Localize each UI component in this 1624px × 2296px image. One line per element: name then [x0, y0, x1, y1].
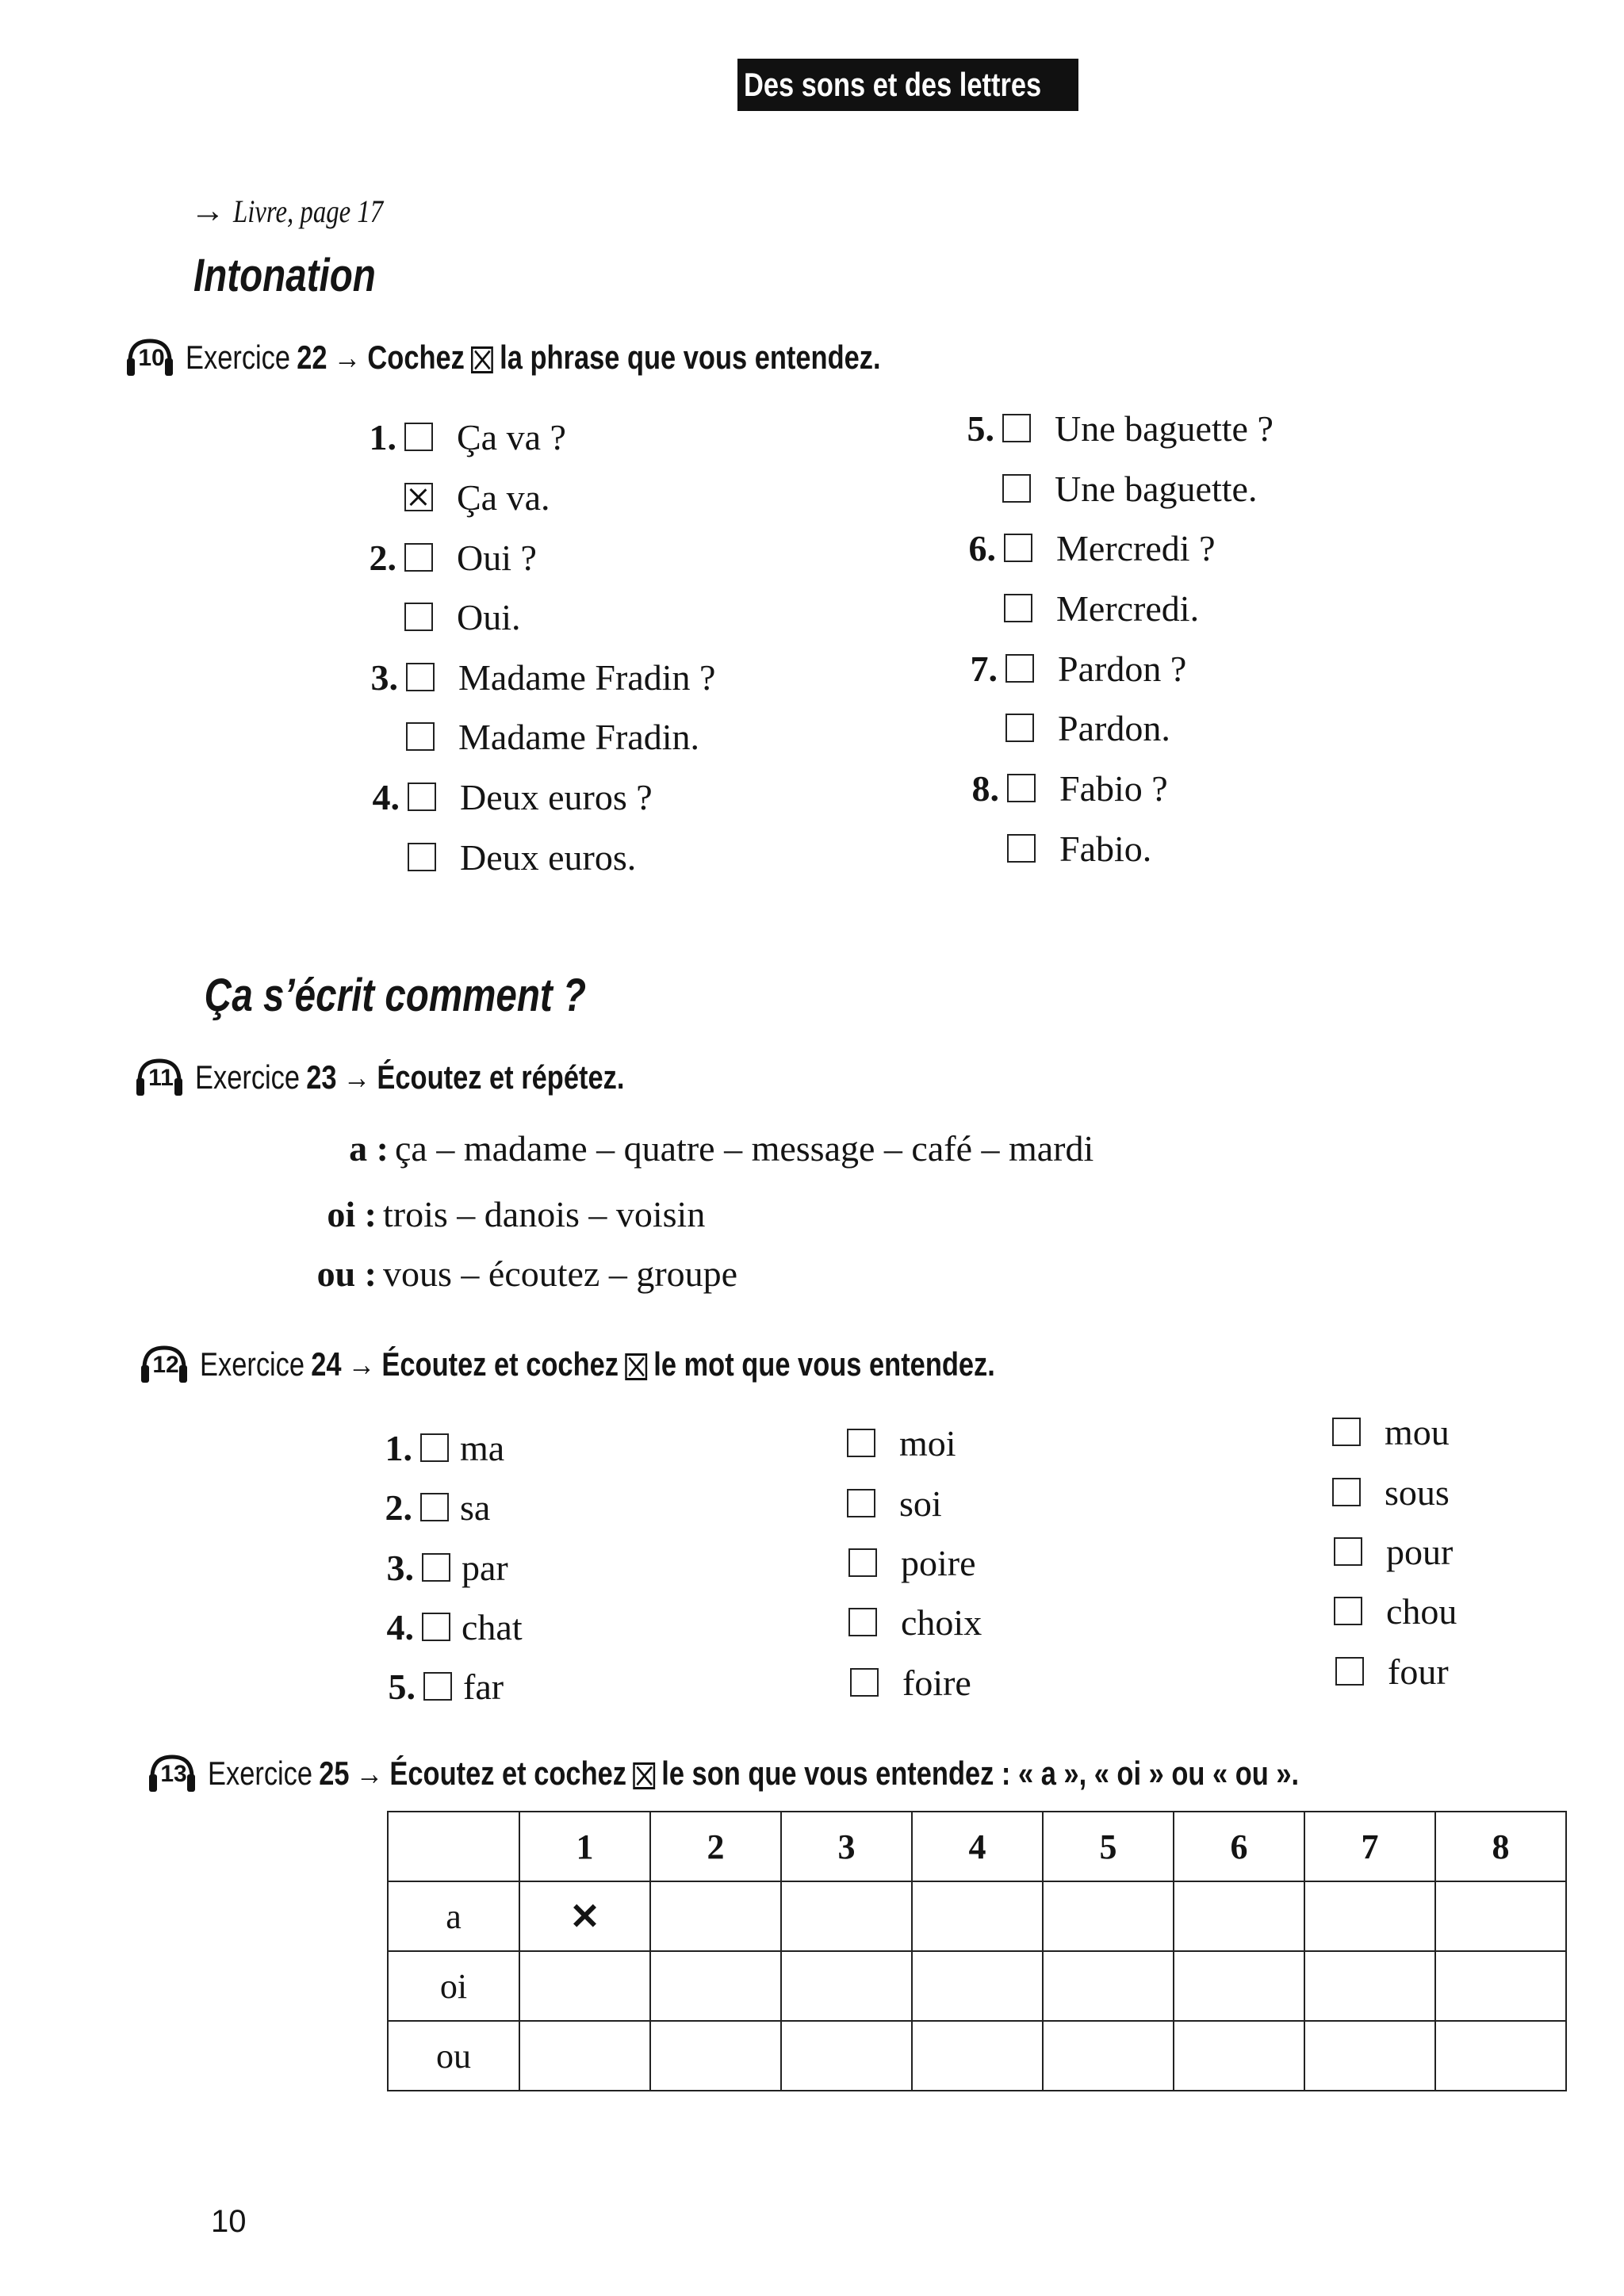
- ex22-item-8b[interactable]: Fabio.: [958, 826, 1151, 871]
- page-number: 10: [211, 2204, 247, 2239]
- checkbox[interactable]: [404, 423, 433, 451]
- grid-cell[interactable]: [519, 2021, 650, 2091]
- ex22-item-7a[interactable]: 7. Pardon ?: [970, 648, 1187, 689]
- grid-row-header: oi: [388, 1951, 519, 2021]
- exercise-22-header: 10 Exercice 22 → Cochez la phrase que vous entendez.: [125, 338, 1033, 377]
- grid-cell[interactable]: [1043, 2021, 1174, 2091]
- arrow-icon: →: [190, 191, 225, 230]
- grid-column-header: 8: [1435, 1812, 1566, 1881]
- ex24-option[interactable]: 4. chat: [386, 1606, 523, 1647]
- checkbox[interactable]: [406, 722, 435, 751]
- checkbox[interactable]: [848, 1548, 877, 1577]
- ex22-item-4b[interactable]: Deux euros.: [358, 835, 636, 879]
- checkbox[interactable]: [1332, 1418, 1361, 1446]
- grid-cell[interactable]: [1304, 1951, 1435, 2021]
- grid-cell[interactable]: [650, 1951, 781, 2021]
- checkbox[interactable]: [1004, 594, 1032, 622]
- ex22-item-1a[interactable]: 1. Ça va ?: [369, 416, 566, 457]
- grid-cell[interactable]: [1304, 1881, 1435, 1951]
- exercise-label: Exercice: [208, 1755, 313, 1792]
- ex24-option[interactable]: soi: [847, 1481, 942, 1525]
- ex22-item-2a[interactable]: 2. Oui ?: [369, 537, 537, 578]
- grid-cell[interactable]: [1435, 2021, 1566, 2091]
- ex22-item-5b[interactable]: Une baguette.: [953, 466, 1257, 511]
- grid-column-header: 5: [1043, 1812, 1174, 1881]
- exercise-number: 25: [319, 1755, 350, 1792]
- checkbox[interactable]: [1005, 654, 1034, 683]
- checkbox[interactable]: [847, 1489, 875, 1517]
- checkbox[interactable]: [847, 1429, 875, 1457]
- ex24-option[interactable]: mou: [1332, 1410, 1450, 1454]
- checked-box-icon: [625, 1353, 647, 1380]
- audio-track-icon[interactable]: 12: [140, 1345, 189, 1384]
- audio-track-icon[interactable]: 13: [147, 1754, 197, 1793]
- checkbox[interactable]: [408, 783, 436, 811]
- ex22-item-3b[interactable]: Madame Fradin.: [357, 714, 699, 759]
- grid-cell[interactable]: [650, 1881, 781, 1951]
- grid-column-header: 2: [650, 1812, 781, 1881]
- ex24-option[interactable]: 5. far: [388, 1666, 504, 1707]
- ex24-option[interactable]: pour: [1334, 1529, 1453, 1574]
- checkbox[interactable]: [404, 603, 433, 631]
- arrow-icon: →: [355, 1755, 384, 1792]
- grid-cell[interactable]: [1174, 1881, 1304, 1951]
- grid-cell[interactable]: [1043, 1951, 1174, 2021]
- sound-line-oi: oi : trois – danois – voisin: [327, 1194, 706, 1234]
- ex24-option[interactable]: moi: [847, 1421, 956, 1465]
- grid-column-header: 3: [781, 1812, 912, 1881]
- exercise-instruction: Écoutez et répétez.: [377, 1058, 625, 1096]
- section-title-intonation: Intonation: [193, 250, 376, 301]
- arrow-icon: →: [347, 1345, 376, 1383]
- exercise-number: 22: [297, 339, 327, 376]
- checkbox[interactable]: [420, 1433, 449, 1462]
- sound-line-a: a : ça – madame – quatre – message – café – mardi: [349, 1128, 1094, 1169]
- checkbox[interactable]: [850, 1668, 879, 1697]
- exercise-label: Exercice: [186, 339, 291, 376]
- grid-column-header: 7: [1304, 1812, 1435, 1881]
- section-tag: Des sons et des lettres: [737, 59, 1078, 111]
- ex24-option[interactable]: choix: [848, 1600, 982, 1644]
- audio-track-icon[interactable]: 10: [125, 338, 174, 377]
- checkbox[interactable]: [408, 843, 436, 871]
- grid-cell[interactable]: [912, 1951, 1043, 2021]
- checkbox[interactable]: [1334, 1537, 1362, 1566]
- checkbox[interactable]: [406, 663, 435, 691]
- grid-row-a: [388, 1881, 1566, 1951]
- ex22-item-5a[interactable]: 5. Une baguette ?: [967, 408, 1274, 449]
- ex22-item-2b[interactable]: Oui.: [355, 595, 521, 639]
- checkbox[interactable]: [848, 1608, 877, 1636]
- book-reference: [190, 190, 416, 231]
- grid-row-header: a: [388, 1881, 519, 1951]
- checkbox[interactable]: [404, 543, 433, 572]
- ex22-item-6b[interactable]: Mercredi.: [955, 586, 1199, 630]
- grid-cell[interactable]: [1043, 1881, 1174, 1951]
- grid-column-header: 4: [912, 1812, 1043, 1881]
- checkbox[interactable]: [1002, 474, 1031, 503]
- exercise-25-header: 13 Exercice 25 → Écoutez et cochez le son que vous entendez : « a », « oi » ou « ou ».: [147, 1754, 1538, 1793]
- checkbox[interactable]: [1005, 714, 1034, 742]
- ex24-option[interactable]: sous: [1332, 1470, 1450, 1514]
- grid-column-header: 1: [519, 1812, 650, 1881]
- ex22-item-3a[interactable]: 3. Madame Fradin ?: [370, 656, 716, 698]
- grid-cell[interactable]: [781, 1951, 912, 2021]
- checkbox[interactable]: [423, 1672, 452, 1701]
- arrow-icon: →: [333, 339, 362, 376]
- checkbox[interactable]: [1332, 1478, 1361, 1506]
- exercise-instruction: Écoutez et cochez: [389, 1755, 626, 1792]
- ex22-item-1b[interactable]: Ça va.: [355, 475, 550, 519]
- checkbox[interactable]: [1004, 534, 1032, 562]
- grid-cell[interactable]: [781, 2021, 912, 2091]
- grid-cell[interactable]: [650, 2021, 781, 2091]
- grid-cell[interactable]: [1304, 2021, 1435, 2091]
- checkbox[interactable]: [420, 1493, 449, 1521]
- ex24-option[interactable]: 3. par: [386, 1547, 508, 1588]
- grid-row-ou: [388, 2021, 1566, 2091]
- grid-row-oi: [388, 1951, 1566, 2021]
- checkbox[interactable]: [422, 1553, 450, 1582]
- checkbox[interactable]: [1007, 774, 1036, 802]
- checked-box-icon: [471, 346, 493, 373]
- arrow-icon: →: [343, 1058, 371, 1096]
- grid-cell[interactable]: [912, 2021, 1043, 2091]
- section-title-ecrit: Ça s’écrit comment ?: [205, 970, 587, 1021]
- reference-text: Livre, page 17: [233, 193, 384, 229]
- ex22-item-4a[interactable]: 4. Deux euros ?: [372, 776, 653, 817]
- grid-cell[interactable]: [519, 1951, 650, 2021]
- checkbox[interactable]: [422, 1613, 450, 1641]
- checkbox[interactable]: [1007, 834, 1036, 863]
- exercise-23-header: [135, 1058, 718, 1097]
- grid-corner-cell: [388, 1812, 519, 1881]
- exercise-instruction: Cochez: [367, 339, 465, 376]
- grid-cell[interactable]: [1435, 1881, 1566, 1951]
- exercise-instruction: Écoutez et cochez: [381, 1345, 619, 1383]
- ex24-option[interactable]: foire: [850, 1660, 971, 1705]
- sound-line-ou: ou : vous – écoutez – groupe: [316, 1253, 738, 1294]
- exercise-24-header: 12 Exercice 24 → Écoutez et cochez le mot que vous entendez.: [140, 1345, 1170, 1384]
- ex24-option[interactable]: chou: [1334, 1589, 1457, 1633]
- exercise-label: Exercice: [200, 1345, 305, 1383]
- ex24-option[interactable]: 1. ma: [385, 1427, 505, 1468]
- exercise-number: 23: [306, 1058, 337, 1096]
- grid-row-header: ou: [388, 2021, 519, 2091]
- audio-track-icon[interactable]: 11: [135, 1058, 184, 1097]
- checkbox-checked[interactable]: [404, 483, 433, 511]
- ex24-option[interactable]: poire: [848, 1540, 976, 1585]
- ex22-item-6a[interactable]: 6. Mercredi ?: [968, 527, 1216, 568]
- grid-cell[interactable]: [781, 1881, 912, 1951]
- grid-cell[interactable]: [1435, 1951, 1566, 2021]
- exercise-label: Exercice: [195, 1058, 301, 1096]
- grid-column-header: 6: [1174, 1812, 1304, 1881]
- checkbox[interactable]: [1334, 1597, 1362, 1625]
- grid-cell[interactable]: [1174, 2021, 1304, 2091]
- ex24-option[interactable]: four: [1335, 1649, 1449, 1693]
- checkbox[interactable]: [1002, 414, 1031, 442]
- ex22-item-8a[interactable]: 8. Fabio ?: [971, 767, 1168, 809]
- grid-cell-marked[interactable]: [519, 1881, 650, 1951]
- checkbox[interactable]: [1335, 1657, 1364, 1686]
- grid-cell[interactable]: [912, 1881, 1043, 1951]
- answer-grid: [387, 1811, 1567, 2091]
- ex24-option[interactable]: 2. sa: [385, 1487, 491, 1528]
- grid-header-row: [388, 1812, 1566, 1881]
- ex22-item-7b[interactable]: Pardon.: [956, 706, 1170, 750]
- exercise-number: 24: [311, 1345, 342, 1383]
- grid-cell[interactable]: [1174, 1951, 1304, 2021]
- checked-box-icon: [633, 1762, 655, 1789]
- cross-mark-icon: ✕: [569, 1896, 600, 1937]
